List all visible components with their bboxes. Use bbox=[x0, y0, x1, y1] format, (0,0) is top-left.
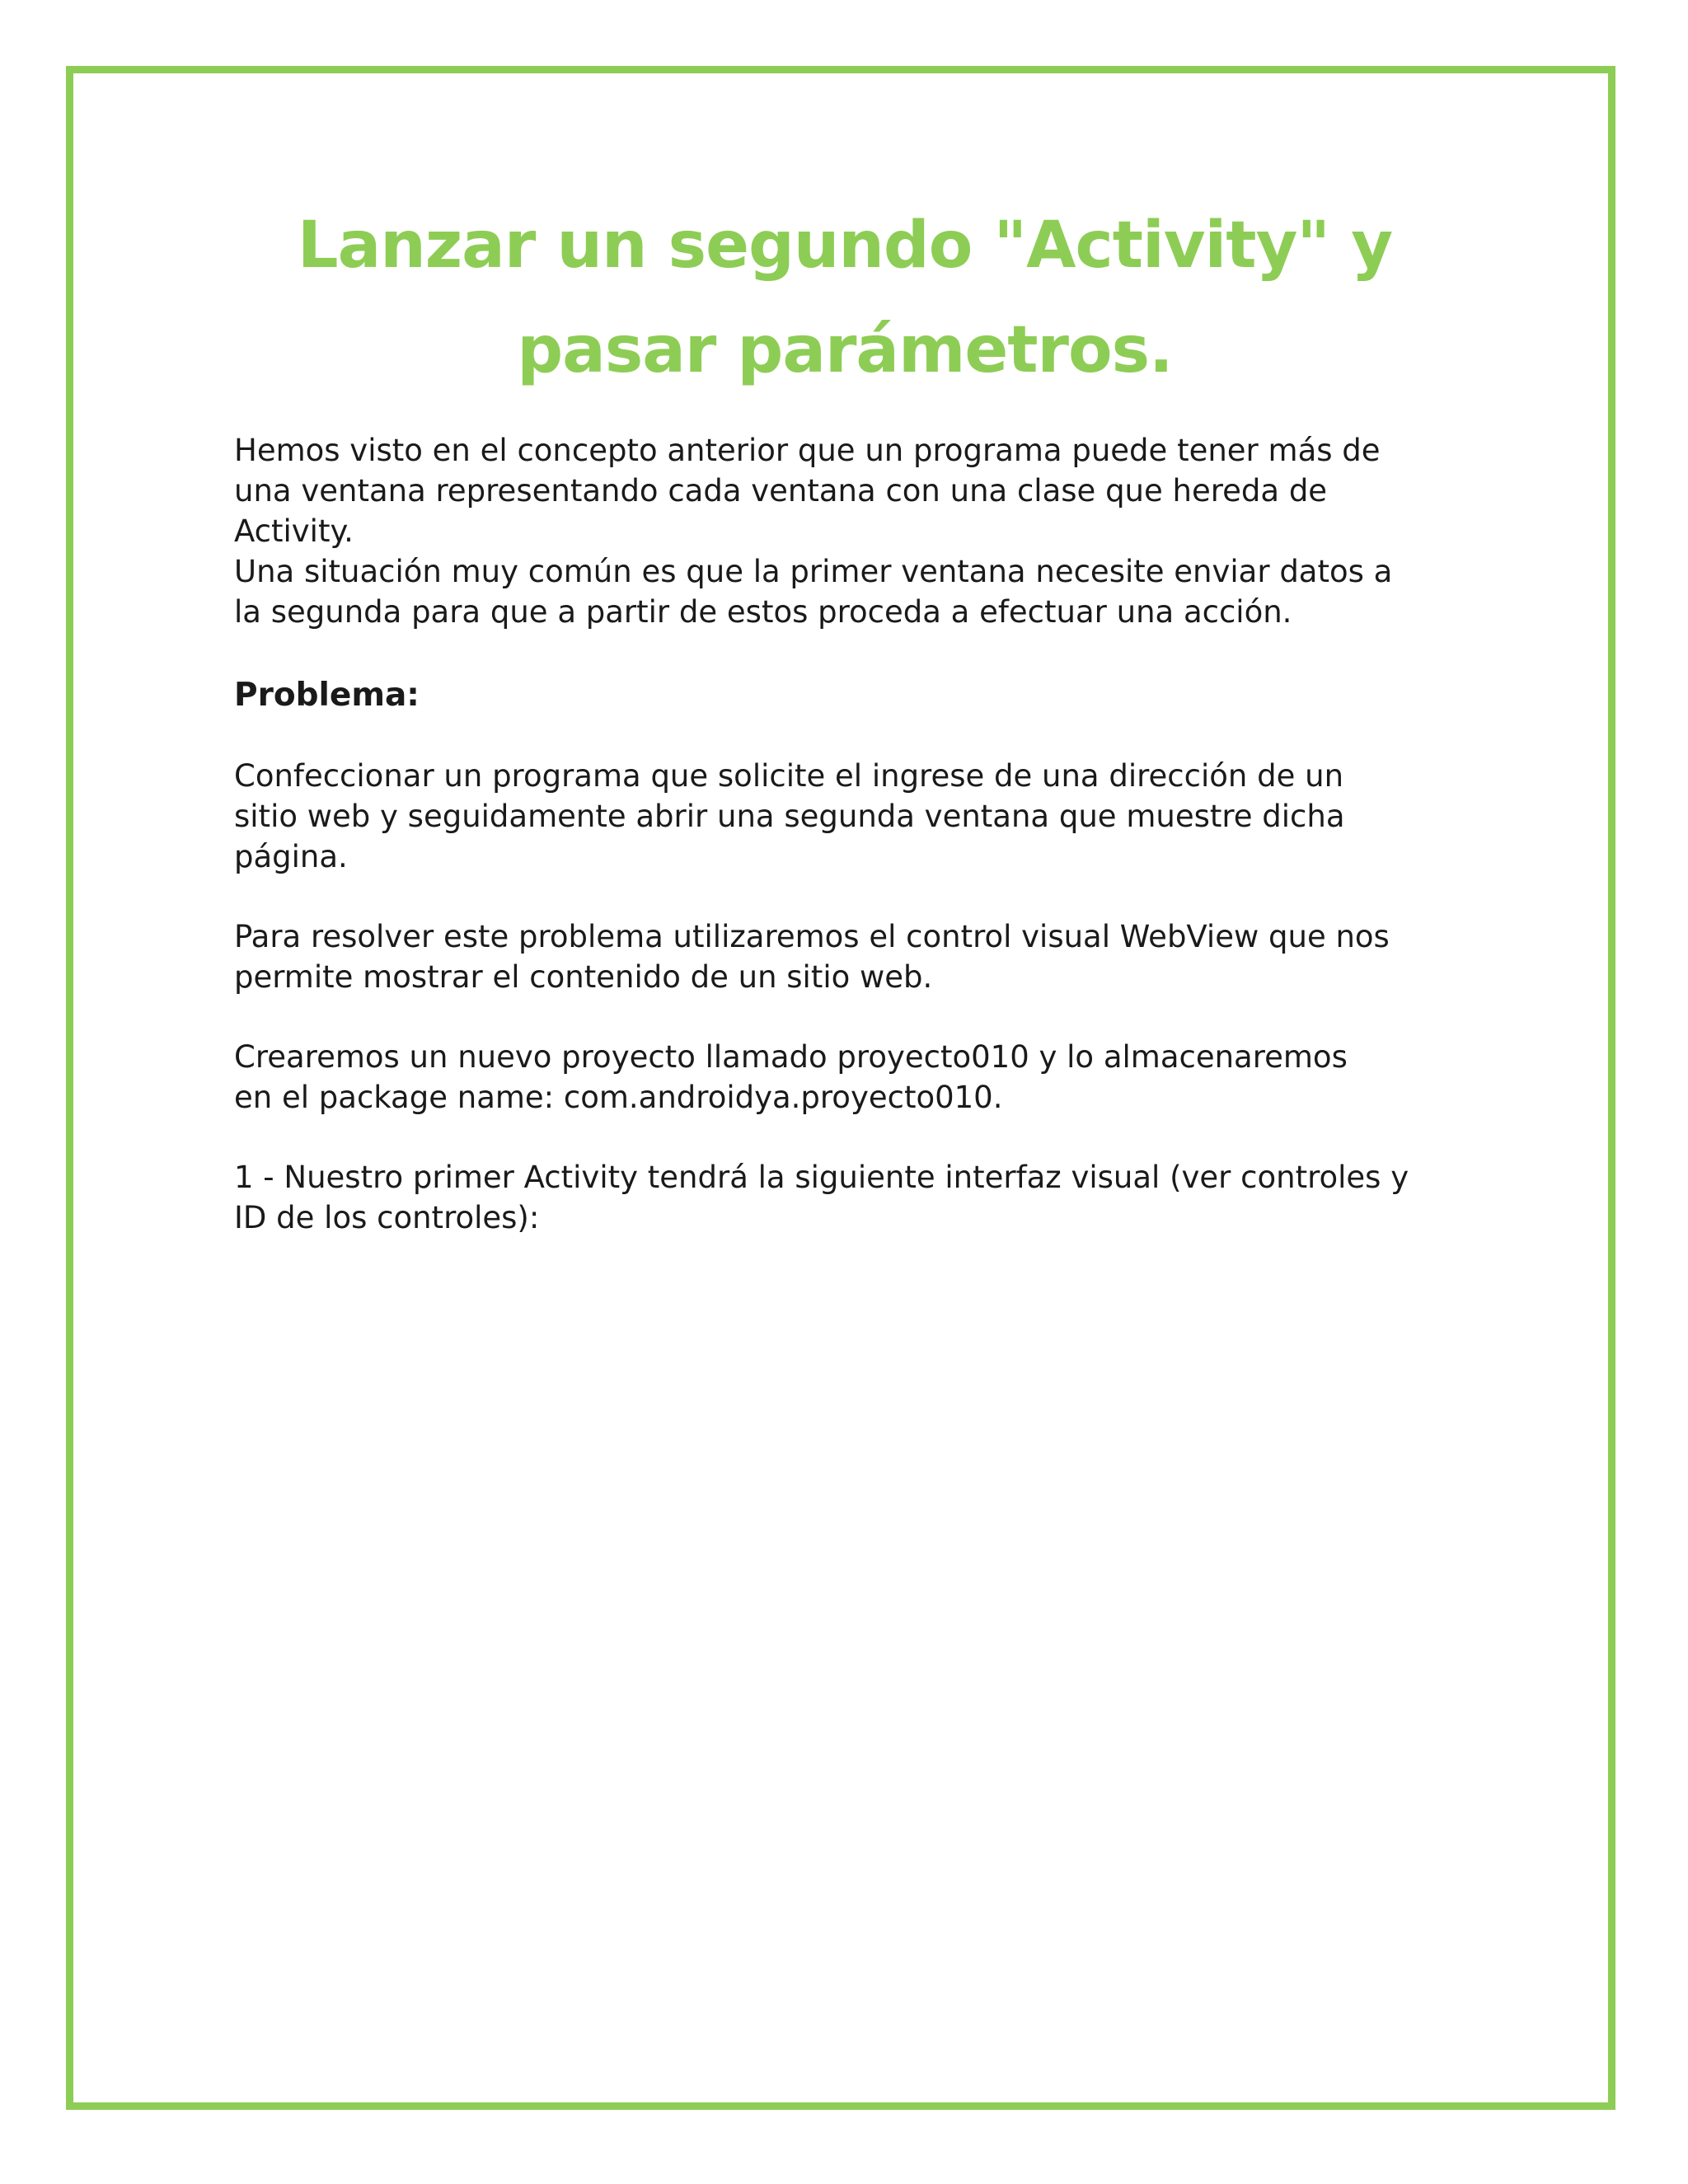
step1-line: 1 - Nuestro primer Activity tendrá la siguiente interfaz visual (ver controles y bbox=[234, 1160, 1409, 1195]
step1-paragraph bbox=[234, 1157, 1470, 1238]
intro-line: la segunda para que a partir de estos proceda a efectuar una acción. bbox=[234, 594, 1292, 630]
project-paragraph bbox=[234, 1037, 1470, 1118]
intro-line: Hemos visto en el concepto anterior que un programa puede tener más de bbox=[234, 433, 1381, 468]
document-body bbox=[234, 430, 1470, 1238]
project-line: Crearemos un nuevo proyecto llamado proyecto010 y lo almacenaremos bbox=[234, 1039, 1348, 1075]
problem-line: sitio web y seguidamente abrir una segunda ventana que muestre dicha bbox=[234, 799, 1345, 834]
step1-line: ID de los controles): bbox=[234, 1200, 540, 1235]
webview-line: permite mostrar el contenido de un sitio web. bbox=[234, 959, 933, 995]
intro-line: una ventana representando cada ventana con una clase que hereda de bbox=[234, 473, 1328, 509]
title-line-1: Lanzar un segundo "Activity" y bbox=[297, 209, 1393, 283]
project-line: en el package name: com.androidya.proyecto010. bbox=[234, 1080, 1003, 1115]
problem-line: página. bbox=[234, 839, 348, 874]
webview-paragraph bbox=[234, 916, 1470, 997]
problem-line: Confeccionar un programa que solicite el ingrese de una dirección de un bbox=[234, 758, 1344, 794]
title-line-2: pasar parámetros. bbox=[517, 313, 1173, 387]
intro-line: Activity. bbox=[234, 513, 354, 549]
intro-line: Una situación muy común es que la primer ventana necesite enviar datos a bbox=[234, 554, 1393, 589]
problem-heading: Problema: bbox=[234, 677, 420, 714]
intro-paragraph bbox=[234, 430, 1470, 632]
problem-paragraph bbox=[234, 756, 1470, 877]
webview-line: Para resolver este problema utilizaremos el control visual WebView que nos bbox=[234, 919, 1390, 954]
page-title bbox=[132, 194, 1558, 403]
